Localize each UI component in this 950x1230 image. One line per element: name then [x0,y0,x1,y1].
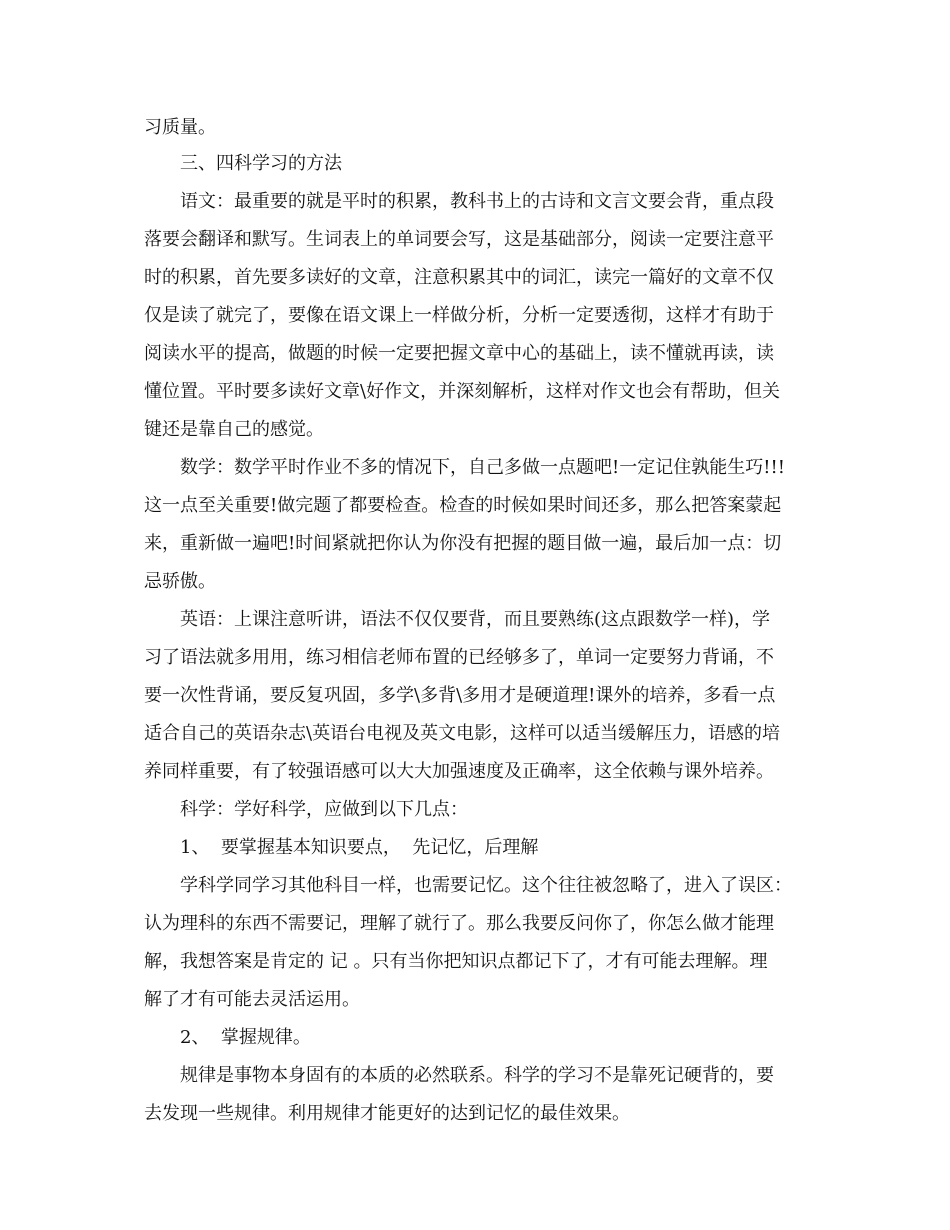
paragraph-line: 适合自己的英语杂志\英语台电视及英文电影，这样可以适当缓解压力，语感的培 [144,723,781,744]
paragraph-line: 懂位置。平时要多读好文章\好作文，并深刻解析，这样对作文也会有帮助，但关 [144,381,781,402]
paragraph-line: 解，我想答案是肯定的 记 。只有当你把知识点都记下了，才有可能去理解。理 [144,951,768,972]
section-heading: 三、四科学习的方法 [180,153,342,174]
paragraph-line: 认为理科的东西不需要记，理解了就行了。那么我要反问你了，你怎么做才能理 [144,913,774,934]
list-item-heading: 2、 掌握规律。 [180,1027,311,1048]
paragraph-line: 数学：数学平时作业不多的情况下，自己多做一点题吧!一定记住孰能生巧!!! [180,457,785,478]
paragraph-line: 去发现一些规律。利用规律才能更好的达到记忆的最佳效果。 [144,1103,630,1124]
paragraph-line: 语文：最重要的就是平时的积累，教科书上的古诗和文言文要会背，重点段 [180,191,774,212]
paragraph-line: 这一点至关重要!做完题了都要检查。检查的时候如果时间还多，那么把答案蒙起 [144,495,782,516]
paragraph-line: 习了语法就多用用，练习相信老师布置的已经够多了，单词一定要努力背诵，不 [144,647,774,668]
paragraph-line: 键还是靠自己的感觉。 [144,419,324,440]
paragraph-line: 来，重新做一遍吧!时间紧就把你认为你没有把握的题目做一遍，最后加一点：切 [144,533,782,554]
paragraph-line: 养同样重要，有了较强语感可以大大加强速度及正确率，这全依赖与课外培养。 [144,761,774,782]
paragraph-line: 要一次性背诵，要反复巩固，多学\多背\多用才是硬道理!课外的培养，多看一点 [144,685,776,706]
paragraph-line: 英语：上课注意听讲，语法不仅仅要背，而且要熟练(这点跟数学一样)，学 [180,609,771,630]
paragraph-line: 忌骄傲。 [144,571,216,592]
paragraph-line: 规律是事物本身固有的本质的必然联系。科学的学习不是靠死记硬背的，要 [180,1065,774,1086]
list-item-heading: 1、 要掌握基本知识要点， 先记忆，后理解 [180,837,539,858]
paragraph-line: 科学：学好科学，应做到以下几点： [180,799,468,820]
paragraph-line: 仅是读了就完了，要像在语文课上一样做分析，分析一定要透彻，这样才有助于 [144,305,774,326]
paragraph-line: 落要会翻译和默写。生词表上的单词要会写，这是基础部分，阅读一定要注意平 [144,229,774,250]
paragraph-line: 解了才有可能去灵活运用。 [144,989,360,1010]
paragraph-line: 学科学同学习其他科目一样，也需要记忆。这个往往被忽略了，进入了误区： [180,875,792,896]
paragraph-line: 时的积累，首先要多读好的文章，注意积累其中的词汇，读完一篇好的文章不仅 [144,267,774,288]
paragraph-line: 习质量。 [144,117,216,138]
paragraph-line: 阅读水平的提高，做题的时候一定要把握文章中心的基础上，读不懂就再读，读 [144,343,774,364]
